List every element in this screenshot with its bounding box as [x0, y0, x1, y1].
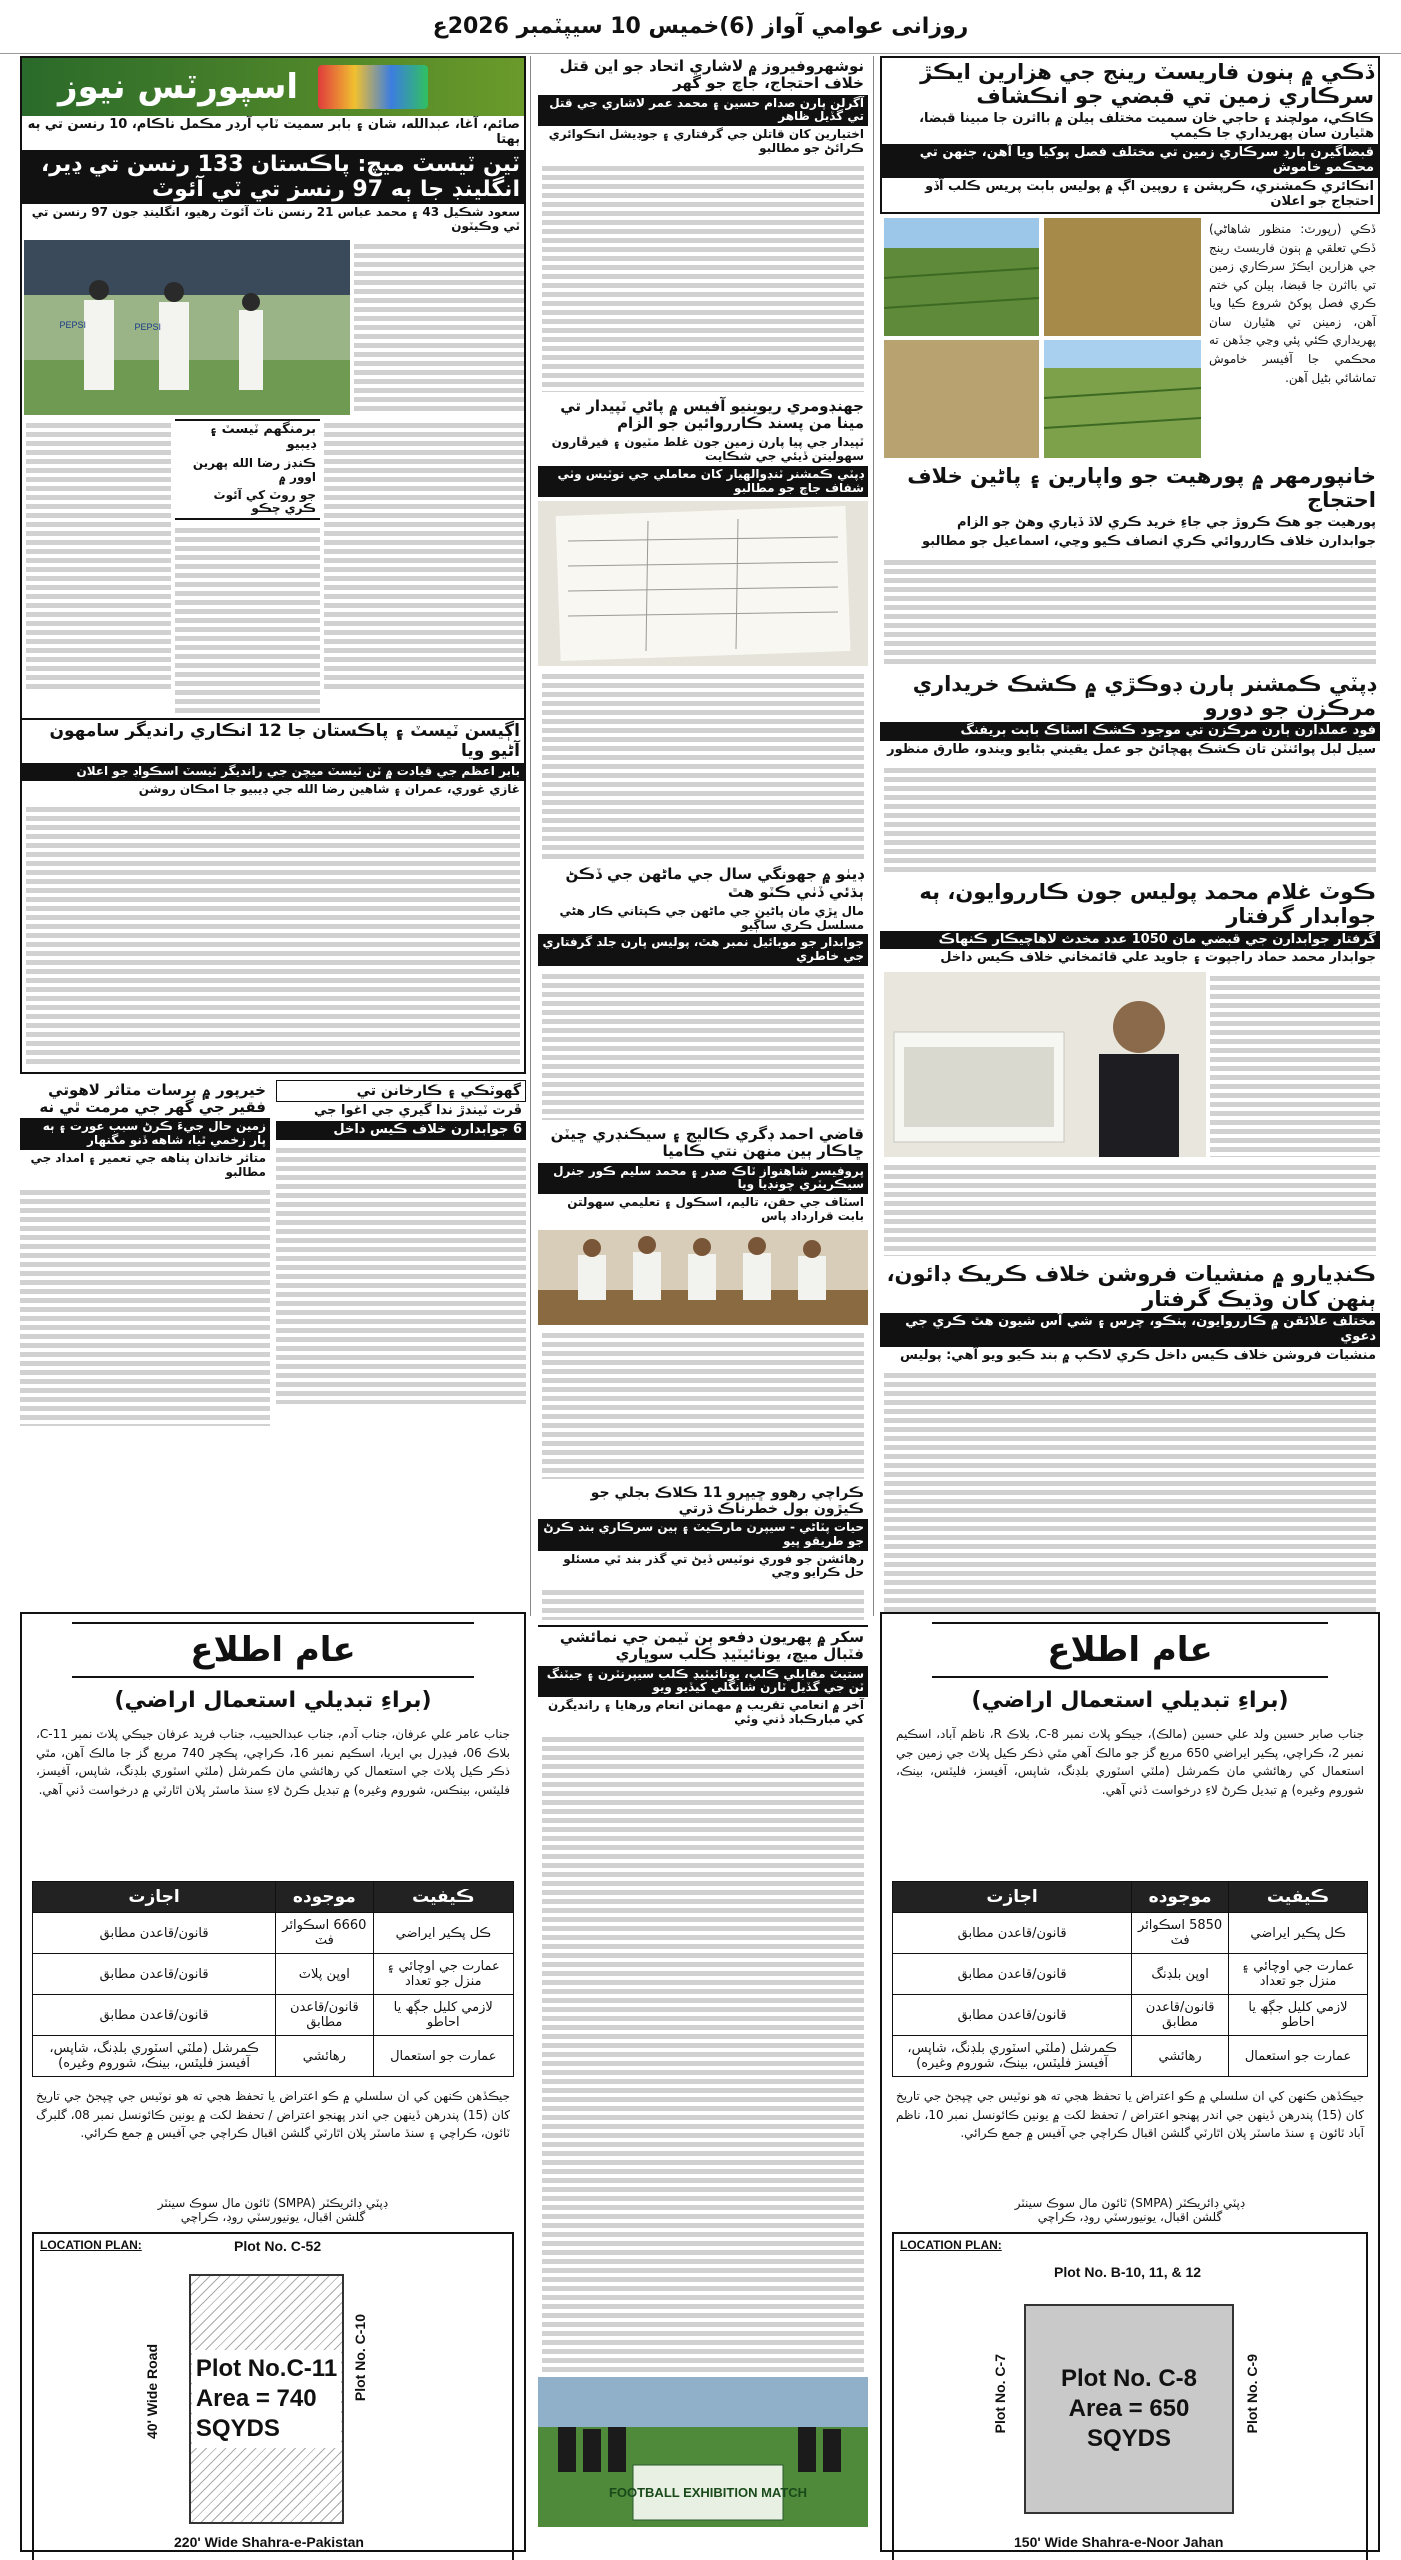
subheadline: انڪائري ڪمشنري، ڪرپشن ۽ روپين اڳ ۾ پوليس بابت پريس ڪلب آڏو احتجاج جو اعلان [925, 179, 1374, 209]
table-row [893, 2036, 1368, 2077]
sports-section [20, 56, 526, 1074]
story-body-filler [542, 1329, 864, 1479]
subheadline: پورهيت جو هڪ ڪروڙ جي جاءِ خريد ڪري لاڏ ڏياري وهڻ جو الزام [957, 515, 1376, 531]
subheadline: آگرلن پارن صدام حسين ۽ محمد عمر لاشاري جي قتل تي گڏيل ظاهر [538, 95, 868, 127]
plot-area: Area = 650 [1068, 2395, 1190, 2422]
subheadline: زمين حال جيءَ ڪرڻ سبب عورت ۽ ٻه پار زخمي ٿيا، شاهه ڏنو مگنهار [20, 1118, 270, 1150]
jersey-logo-text: PEPSI [59, 320, 86, 331]
table-row [33, 1954, 514, 1995]
plot-label-top: Plot No. C-52 [234, 2238, 322, 2254]
notice-subtitle: (براءِ تبديلي استعمال اراضي) [114, 1688, 432, 1713]
table-cell: عمارت جو استعمال [1229, 2036, 1368, 2077]
story-body-filler [26, 419, 171, 689]
notice-title: عام اطلاع [932, 1622, 1328, 1678]
plot-label-right: Plot No. C-10 [352, 2314, 368, 2402]
subheadline: مال ڀڙي مان پاڻين جي ماڻهن جي ڪپتاني ڪار هڻي مسلسل ڪري ساڳيو [559, 903, 864, 932]
side-box-line: ڪنڊز رضا الله پهرين اوور ۾ [192, 455, 316, 484]
headline: خيرپور ۾ برسات متاثر لاهوتي فقير جي گهر جي مرمت ٿي نه [39, 1080, 266, 1117]
subject-plot [1024, 2304, 1234, 2514]
plot-label-right: Plot No. C-9 [1244, 2354, 1260, 2434]
story-body-filler [542, 1586, 864, 1620]
story-body-filler [542, 162, 864, 392]
story-body-filler [542, 970, 864, 1120]
headline: نوشهروفيروز ۾ لاشاري اتحاد جو اين قتل خلاف احتجاج، جاچ جو گهر [559, 57, 864, 93]
headline: ڊيٺو ۾ جهونگي سال جي ماڻهن جي ڏڪڻ ٻڌئي ڏٺي ڪٽو هٿ [565, 865, 864, 901]
table-cell: اوپن بلڊنگ [1132, 1954, 1229, 1995]
road-label-left: 40' Wide Road [144, 2344, 160, 2439]
subheadline: مختلف علائقن ۾ ڪارروايون، پنڪو، چرس ۽ شي آس شيون هٿ ڪري جي دعوي [880, 1313, 1380, 1347]
headline: جهنڊومري ريوينيو آفيس ۾ پاڻي ٽپيدار تي مينا من پسند ڪارروائين جو الزام [560, 396, 864, 432]
table-cell: قانون/قاعدن مطابق [33, 1995, 276, 2036]
story-forest-encroachment [880, 56, 1380, 214]
table-cell: ڪمرشل (ملٽي اسٽوري بلڊنگ، شاپس، آفيسز فليٽس، بينڪ، شوروم وغيره) [33, 2036, 276, 2077]
table-header: ڪيفيت [1229, 1882, 1368, 1913]
story-body: ڏڪي (رپورٽ: منظور شاهاڻي) ڏڪي تعلقي ۾ ٻنون فاريسٽ رينج جي هزارين ايڪڙ سرڪاري زمين تي بااثرن جا قبضا، ٻيلن کي ختم ڪري فصل پوکڻ شروع ڪيا ويا آهن، زمينن تي هٿيارن سان پهريداري ڪئي پئي وڃي جڏهن ته محڪمي جا آفيسر خاموش تماشائي بڻيل آهن. [1209, 221, 1376, 385]
subheadline: جوابدارن خلاف ڪارروائي ڪري انصاف ڪيو وڃي، اسماعيل جو مطالبو [922, 534, 1376, 550]
side-box-line: جو روٽ کي آئوٽ ڪري چڪو [175, 487, 320, 521]
story-body-filler [884, 556, 1376, 666]
story-body-filler [542, 1733, 864, 2373]
column-rule [873, 56, 874, 1616]
subheadline: ڦرت ٽيندڙ ندا گيري جي اغوا جي [313, 1102, 522, 1118]
plan-label: LOCATION PLAN: [900, 2238, 1002, 2252]
masthead-title: روزانی عوامي آواز (6)خميس 10 سيپٽمبر 2026ع [432, 14, 969, 39]
headline: ڪنڊيارو ۾ منشيات فروشن خلاف ڪريڪ ڊائون، ٻنھن کان وڌيڪ گرفتار [886, 1262, 1376, 1311]
headline: قاضي احمد ڊگري ڪاليج ۽ سيڪنڊري ڇيٽن ڇاڪار ٻين منهن نتي ڪاميا [550, 1125, 864, 1161]
plot-text [192, 2350, 341, 2448]
plot-unit: SQYDS [1086, 2425, 1172, 2452]
story-body-filler [542, 670, 864, 860]
headline: ڊپٽي ڪمشنر ٻارن ڊوڪڙي ۾ ڪشڪ خريداري مرڪزن جو دورو [912, 672, 1376, 721]
subject-plot [189, 2274, 344, 2524]
story-body-filler [276, 1144, 526, 1404]
plot-number: Plot No. C-8 [1061, 2365, 1197, 2392]
farmland-photo [884, 218, 1201, 458]
football-banner-text: FOOTBALL EXHIBITION MATCH [608, 2484, 808, 2500]
subheadline: فود عملدارن ٻارن مرڪزن تي موجود ڪشڪ اسٽاڪ بابت بريفنگ [880, 722, 1380, 741]
subheadline: جوابدار جو موبائيل نمبر هٿ، پوليس پارن جلد گرفتاري جي خاطري [538, 934, 868, 966]
table-header: اجازت [893, 1882, 1132, 1913]
road-label-bottom: 220' Wide Shahra-e-Pakistan [174, 2534, 364, 2550]
masthead [0, 0, 1401, 54]
plot-area: Area = 740 [195, 2385, 317, 2412]
notice-paragraph: جناب صابر حسين ولد علي حسين (مالڪ)، جيڪو پلاٽ نمبر C-8، بلاڪ R، ناظم آباد، اسڪيم نمبر 2، ڪراچي، پڪير ايراضي 650 مربع گز جو مالڪ آهي مٿي ذڪر ڪيل پلاٽ جي زمين جي استعمال کي رهائشي مان ڪمرشل (ملٽي اسٽوري بلڊنگ، شاپس، آفيسز، فليٽس، بينڪ، شوروم وغيره) ۾ تبديل ڪرڻ لاءِ درخواست ڏني آهي. [896, 1727, 1364, 1797]
headline: اڳيسن ٽيسٽ ۽ پاڪستان جا 12 انڪاري رانديگر سامهون آڻيو ويا [22, 718, 524, 763]
story-body-filler [354, 240, 524, 415]
plot-number: Plot No.C-11 [195, 2355, 338, 2382]
subheadline: متاثر خاندان پناهه جي تعمير ۽ امداد جي مطالبو [30, 1150, 266, 1179]
table-row [893, 1913, 1368, 1954]
plot-label-top: Plot No. B-10, 11, & 12 [1054, 2264, 1202, 2280]
football-team-image [538, 2377, 868, 2527]
table-cell: اوپن پلاٽ [276, 1954, 373, 1995]
table-header: اجازت [33, 1882, 276, 1913]
headline: ٽين ٽيسٽ ميچ: پاڪستان 133 رنسن تي ڍير، انگلينڊ جا ٻه 97 رنسز تي ٽي آئوٽ [22, 150, 524, 205]
headline: گهوٽڪي ۽ ڪارخانن تي [276, 1080, 526, 1102]
subheadline: حيات پٽاڻي - سيپرن مارڪيٽ ۽ ٻين سرڪاري بند ڪرڻ جو طريقو پيو [538, 1519, 868, 1551]
public-notice-left [20, 1612, 526, 2552]
side-box [175, 419, 320, 714]
story-body-filler [175, 524, 320, 714]
headline: ڪوٽ غلام محمد پوليس جون ڪارروايون، ٻه جوابدار گرفتار [919, 880, 1376, 929]
jersey-logo-text: PEPSI [134, 322, 161, 333]
table-cell: عمارت جي اوچائي ۽ منزل جو تعداد [373, 1954, 513, 1995]
table-header: موجوده [276, 1882, 373, 1913]
subheadline: ڊپٽي ڪمشنر ٽنڊوالهيار کان معاملي جي نوٽيس وٺي شفاف جاچ جو مطالبو [538, 466, 868, 498]
table-cell: قانون/قاعدن مطابق [33, 1954, 276, 1995]
subheadline: ستيٽ مقابلي ڪلپ، يونائيٽيڊ ڪلب سيپرنٽرن ۽ جيٽنگ ٽن جي گڏيل ٽارن شانگلي کيڏيو ويو [538, 1666, 868, 1698]
table-row [33, 1995, 514, 2036]
notice-paragraph: جيڪڏهن ڪنهن کي ان سلسلي ۾ ڪو اعتراض يا تحفظ هجي ته هو نوٽيس جي ڇپجڻ جي تاريخ کان (15) پندرهن ڏينهن جي اندر پهنجو اعتراض / تحفظ لکت ۾ يونين ڪائونسل نمبر 08، گلبرگ ٽائون، ڪراچي ۽ سنڌ ماسٽر پلان اٿارٽي گلشن اقبال ڪراچي جي آفيس ۾ جمع ڪرائي. [36, 2089, 510, 2141]
table-cell: عمارت جي اوچائي ۽ منزل جو تعداد [1229, 1954, 1368, 1995]
table-cell: عمارت جو استعمال [373, 2036, 513, 2077]
table-header: موجوده [1132, 1882, 1229, 1913]
plan-label: LOCATION PLAN: [40, 2238, 142, 2252]
table-cell: 5850 اسڪوائر فٽ [1132, 1913, 1229, 1954]
table-cell: قانون/قاعدن مطابق [893, 1913, 1132, 1954]
cricket-players-image [24, 240, 350, 415]
story-body-filler [884, 764, 1376, 874]
story-gotki [276, 1080, 526, 1426]
table-cell: قانون/قاعدن مطابق [1132, 1995, 1229, 2036]
table-row [893, 1954, 1368, 1995]
subheadline: آخر ۾ انعامي تقريب ۾ مهمانن انعام ورهايا ۽ رانديگرن کي مبارڪباد ڏني وئي [548, 1698, 864, 1726]
subheadline: قبضاگيرن بارڊ سرڪاري زمين تي مختلف فصل پوکيا ويا آهن، جنهن تي محڪمو خاموش [882, 144, 1378, 178]
subheadline: سعود شڪيل 43 ۽ محمد عباس 21 رنسن ناٽ آئوٽ رهيو، انگلينڊ جون 97 رنسن تي ٽي وڪيٽون [31, 205, 520, 234]
notice-table [32, 1881, 514, 2077]
football-photo [538, 2377, 868, 2527]
subheadline: رهائشن جو فوري نوٽيس ڏيڻ تي گذر بند ٿي مسئلو حل ڪرايو وڃي [563, 1551, 864, 1580]
location-plan [892, 2232, 1368, 2560]
column-middle [538, 56, 868, 1620]
document-photo [538, 501, 868, 666]
subheadline: جوابدار محمد حماد راجپوت ۽ جاويد علي قائمخاني خلاف ڪيس داخل [940, 950, 1376, 966]
location-plan [32, 2232, 514, 2560]
table-cell: قانون/قاعدن مطابق [893, 1995, 1132, 2036]
road-label-bottom: 150' Wide Shahra-e-Noor Jahan [1014, 2534, 1224, 2550]
subheadline: ڪاڪي، مولچند ۽ حاجي خان سميت مختلف ٻيلن ۾ بااثرن جا مبينا قبضا، هٿيارن سان پهريداري جا ڪيمپ [919, 111, 1374, 142]
notice-signature: ڊپٽي ڊائريڪٽر (SMPA) ٽائون مال سوڪ سينٽر گلشن اقبال، يونيورسٽي روڊ، ڪراچي [157, 2196, 389, 2224]
table-cell: رهائشي [276, 2036, 373, 2077]
notice-paragraph: جناب عامر علي عرفان، جناب آدم، جناب عبدالحبيب، جناب فريد عرفان جيڪي پلاٽ نمبر C-11، بلاڪ 06، فيڊرل بي ايريا، اسڪيم نمبر 16، ڪراچي، پڪچر 740 مربع گز جا مالڪ آهن، مٿي ذڪر ڪيل پلاٽ جي استعمال کي رهائشي مان ڪمرشل (ملٽي اسٽوري بلڊنگ، شاپس، آفيسز، فليٽس، بينڪس، شوروم وغيره) ۾ تبديل ڪرڻ لاءِ سنڌ ماسٽر پلان اٿارٽي ۾ درخواست ڏني آهي. [36, 1727, 510, 1797]
story-body-filler [884, 1369, 1376, 1620]
land-record-document-image [538, 501, 868, 666]
farmland-image [884, 218, 1201, 458]
table-row [33, 1913, 514, 1954]
side-box-title: برمنگهم ٽيسٽ ۽ ڊيبيو [175, 419, 320, 455]
notice-table [892, 1881, 1368, 2077]
police-photo [884, 972, 1206, 1157]
subheadline: گرفتار جوابدارن جي قبضي مان 1050 عدد مخدث لاهاچيڪار ڪنهاڪ [880, 931, 1380, 950]
table-cell: 6660 اسڪوائر فٽ [276, 1913, 373, 1954]
subheadline: ٽپيدار جي پيا پارن زمين جون غلط مٽيون ۽ فيرڦارون سهوليتن ڏيئي جي شڪايت [551, 435, 864, 463]
meeting-photo [538, 1230, 868, 1325]
story-body-filler [884, 1161, 1376, 1256]
table-cell: قانون/قاعدن مطابق [893, 1954, 1132, 1995]
plot-label-left: Plot No. C-7 [992, 2354, 1008, 2434]
headline: خانپورمهر ۾ پورهيت جو واپارين ۽ پاڻين خلاف احتجاج [907, 463, 1376, 513]
athletes-graphic [318, 65, 428, 109]
table-cell: ڪمرشل (ملٽي اسٽوري بلڊنگ، شاپس، آفيسز فليٽس، بينڪ، شوروم وغيره) [893, 2036, 1132, 2077]
police-arrest-image [884, 972, 1206, 1157]
notice-subtitle: (براءِ تبديلي استعمال اراضي) [971, 1688, 1289, 1713]
story-body-filler [26, 803, 520, 1068]
story-football [538, 1625, 868, 2552]
subheadline: سيل لبل پوائنٽن تان ڪشڪ پهچائڻ جو عمل يقيني بڻايو ويندو، طارق منظور [887, 742, 1376, 758]
column-right [880, 56, 1380, 1620]
column-rule [530, 56, 531, 1616]
group-meeting-image [538, 1230, 868, 1325]
table-cell: قانون/قاعدن مطابق [276, 1995, 373, 2036]
sports-banner-title: اسپورٽس نيوز [58, 67, 299, 107]
subheadline: 6 جوابدارن خلاف ڪيس داخل [276, 1121, 526, 1140]
subheadline: اسٽاف جي حقن، تاليم، اسڪول ۽ تعليمي سهولتن بابت قرارداد پاس [567, 1195, 864, 1223]
table-cell: قانون/قاعدن مطابق [33, 1913, 276, 1954]
notice-signature: ڊپٽي ڊائريڪٽر (SMPA) ٽائون مال سوڪ سينٽر گلشن اقبال، يونيورسٽي روڊ، ڪراچي [1014, 2196, 1246, 2224]
headline: ڪراچي رهوو ڇيڀرو 11 ڪلاڪ بجلي جو ڪيڙون بول خطرناڪ ڌرتي [590, 1484, 864, 1517]
table-cell: ڪل پڪير ايراضي [373, 1913, 513, 1954]
column-left [20, 56, 526, 1606]
table-header: ڪيفيت [373, 1882, 513, 1913]
headline: ڏڪي ۾ ٻنون فاريسٽ رينج جي هزارين ايڪڙ سرڪاري زمين تي قبضي جو انڪشاف [920, 60, 1374, 109]
subheadline: منشيات فروشن خلاف ڪيس داخل ڪري لاڪپ ۾ بند ڪيو ويو آهي: پوليس [899, 1347, 1376, 1363]
public-notice-right [880, 1612, 1380, 2552]
table-row [33, 2036, 514, 2077]
story-body-filler [20, 1186, 270, 1426]
notice-paragraph: جيڪڏهن ڪنهن کي ان سلسلي ۾ ڪو اعتراض يا تحفظ هجي ته هو نوٽيس جي ڇپجڻ جي تاريخ کان (15) پندرهن ڏينهن جي اندر پهنجو اعتراض / تحفظ لکت ۾ يونين ڪائونسل نمبر 10، ناظم آباد ٽائون ۽ سنڌ ماسٽر پلان اٿارٽي گلشن اقبال ڪراچي جي آفيس ۾ جمع ڪرائي. [896, 2089, 1364, 2141]
notice-title: عام اطلاع [72, 1622, 474, 1678]
subheadline: غازي غوري، عمران ۽ شاهين رضا الله جي ڊيبيو جا امڪان روشن [138, 782, 520, 797]
table-cell: ڪل پڪير ايراضي [1229, 1913, 1368, 1954]
story-body-filler [324, 419, 524, 689]
table-cell: لازمي کليل جڳھ يا احاطو [1229, 1995, 1368, 2036]
subheadline: اختيارين کان قاتلن جي گرفتاري ۽ جوڊيشل انڪوائري ڪرائڻ جو مطالبو [548, 127, 864, 155]
cricket-photo [24, 240, 350, 415]
story-body-filler [1210, 972, 1380, 1157]
subheadline: پروفيسر شاهنواز ٽاڪ صدر ۽ محمد سليم ڪور جنرل سيڪريٽري چونڊيا ويا [538, 1163, 868, 1195]
story-khairpur [20, 1080, 270, 1426]
subheadline: بابر اعظم جي قيادت ۾ ٽن ٽيسٽ ميچن جي رانديگر ٽيسٽ اسڪواڊ جو اعلان [22, 763, 524, 781]
headline: سکر ۾ پهريون دفعو ٻن ٽيمن جي نمائشي فٽبال ميچ، يونائيٽيڊ ڪلب سوڀاري [538, 1625, 868, 1666]
table-cell: لازمي کليل جڳھ يا احاطو [373, 1995, 513, 2036]
kicker: صائم، آغا، عبدالله، شان ۽ بابر سميت ٽاپ آرڊر مڪمل ناڪام، 10 رنسن تي ٻه ٻهتا [27, 117, 520, 147]
plot-unit: SQYDS [195, 2415, 280, 2442]
table-cell: رهائشي [1132, 2036, 1229, 2077]
sports-banner [22, 58, 524, 116]
table-row [893, 1995, 1368, 2036]
